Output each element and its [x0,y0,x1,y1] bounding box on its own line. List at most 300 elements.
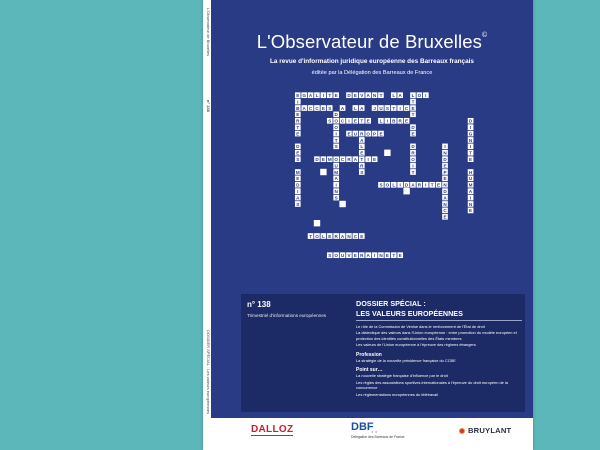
svg-text:I: I [348,118,350,124]
crossword-cell [314,233,320,239]
svg-text:A: A [340,233,345,239]
svg-text:C: C [340,156,345,162]
crossword-cell [391,118,397,124]
svg-text:A: A [411,182,415,188]
crossword-cell [410,124,416,130]
svg-text:S: S [385,105,389,111]
crossword-cell [467,201,473,207]
crossword-cell [346,92,352,98]
copyright-mark: © [481,32,488,39]
crossword-cell [333,130,339,136]
magazine-title: L'Observateur de Bruxelles© [256,31,488,52]
crossword-cell [467,169,473,175]
svg-text:T: T [360,156,364,162]
crossword-cell [410,182,416,188]
crossword-cell [352,105,358,111]
svg-text:D: D [347,92,351,98]
crossword-cell [359,150,365,156]
svg-text:A: A [296,195,300,201]
svg-text:B: B [296,105,300,111]
crossword-cell [391,182,397,188]
crossword-cell [333,252,339,258]
svg-text:E: E [437,182,441,188]
svg-text:L: L [392,92,396,98]
crossword-cell [410,118,416,124]
svg-text:A: A [360,137,364,143]
svg-text:M: M [468,182,473,188]
crossword-cell [327,92,333,98]
crossword-cell [339,252,345,258]
svg-text:E: E [360,150,364,156]
svg-text:E: E [296,131,300,137]
crossword-blank-cell [384,150,390,156]
svg-text:T: T [379,92,383,98]
svg-text:E: E [347,131,351,137]
svg-text:E: E [411,105,415,111]
crossword-cell [410,143,416,149]
svg-text:N: N [372,92,377,98]
crossword-cell [403,105,409,111]
svg-text:I: I [469,195,472,201]
svg-text:L: L [392,182,396,188]
svg-text:G: G [302,92,306,98]
svg-text:A: A [366,252,370,258]
crossword-cell [467,143,473,149]
crossword-cell [442,214,448,220]
crossword-cell [365,156,371,162]
svg-text:I: I [412,163,414,169]
svg-text:E: E [405,118,409,124]
point-item: Les réglementations européennes du télétravail [356,391,438,397]
crossword-cell [346,105,352,111]
cover-spine [203,0,211,450]
svg-text:E: E [411,131,415,137]
svg-text:T: T [392,105,396,111]
crossword-cell [333,143,339,149]
svg-text:C: C [353,233,358,239]
svg-text:C: C [315,105,319,111]
crossword-cell [467,124,473,130]
crossword-cell [429,182,435,188]
crossword-cell [352,130,358,136]
crossword-cell [397,118,403,124]
crossword-cell [467,150,473,156]
svg-text:E: E [334,92,338,98]
crossword-cell [442,207,448,213]
svg-text:N: N [334,188,338,194]
svg-text:I: I [399,105,401,111]
crossword-cell [359,118,365,124]
svg-text:D: D [468,118,473,124]
svg-text:A: A [302,105,306,111]
svg-text:O: O [385,182,390,188]
svg-text:E: E [328,233,332,239]
crossword-cell [295,169,301,175]
crossword-cell [346,233,352,239]
svg-text:I: I [386,118,389,124]
crossword-cell [467,162,473,168]
svg-text:P: P [373,131,377,137]
crossword-cell [333,111,339,117]
crossword-cell [410,162,416,168]
svg-text:L: L [353,105,357,111]
svg-text:E: E [296,92,300,98]
crossword-cell [333,162,339,168]
publisher-logos [211,418,533,450]
crossword-cell [384,92,390,98]
svg-text:T: T [360,118,364,124]
crossword-cell [384,105,390,111]
svg-text:S: S [328,118,332,124]
crossword-illustration [211,0,533,294]
crossword-cell [359,252,365,258]
crossword-cell [442,188,448,194]
svg-text:D: D [334,112,338,118]
crossword-cell [295,105,301,111]
svg-text:I: I [367,156,369,162]
crossword-cell [467,194,473,200]
crossword-cell [320,156,326,162]
svg-text:I: I [335,131,337,137]
crossword-cell [327,118,333,124]
crossword-cell [295,143,301,149]
crossword-cell [442,201,448,207]
svg-text:A: A [353,156,358,162]
crossword-cell [295,175,301,181]
svg-text:L: L [360,144,364,150]
svg-text:S: S [328,105,332,111]
svg-text:E: E [443,176,447,182]
crossword-cell [339,156,345,162]
svg-text:B: B [392,118,396,124]
crossword-cell [467,182,473,188]
crossword-cell [295,111,301,117]
crossword-cell [333,118,339,124]
svg-text:S: S [334,144,338,150]
crossword-cell [378,92,384,98]
svg-text:D: D [404,182,409,188]
bruylant-logo: BRUYLANT [459,426,511,435]
crossword-cell [333,169,339,175]
crossword-cell [442,150,448,156]
crossword-cell [384,118,390,124]
svg-text:N: N [468,201,473,207]
crossword-cell [320,92,326,98]
dbf-logo-caption: Délégation des Barreaux de France [351,435,405,439]
svg-text:I: I [373,252,376,258]
svg-text:E: E [385,252,389,258]
crossword-cell [359,233,365,239]
svg-text:N: N [443,182,447,188]
profession-item: La stratégie de la nouvelle présidence française du CCBE [356,357,456,363]
contents-panel [241,294,525,412]
crossword-cell [295,162,301,168]
svg-text:U: U [334,163,338,169]
crossword-cell [346,252,352,258]
crossword-cell [442,169,448,175]
spine-dossier: DOSSIER SPÉCIAL : Les valeurs européennes [206,330,211,415]
svg-text:N: N [468,137,473,143]
crossword-cell [301,105,307,111]
svg-text:E: E [469,208,473,214]
crossword-cell [314,105,320,111]
magazine-cover [203,0,533,450]
crossword-cell [327,233,333,239]
crossword-cell [378,252,384,258]
crossword-cell [333,233,339,239]
svg-text:G: G [468,131,473,137]
svg-text:A: A [308,92,313,98]
profession-list [356,358,522,363]
svg-text:N: N [443,150,447,156]
dossier-item: La dialectique des valeurs dans l'Union européenne : entre promotion du modèle européen et protection des identités constitutionnelles des États membres [356,330,517,341]
crossword-cell [359,137,365,143]
crossword-blank-cell [403,188,409,194]
svg-text:E: E [366,118,370,124]
dossier-title: LES VALEURS EUROPÉENNES [356,309,463,318]
crossword-cell [352,92,358,98]
crossword-cell [327,105,333,111]
crossword-cell [378,105,384,111]
crossword-cell [467,207,473,213]
point-item: La nouvelle stratégie française d'influence par le droit [356,372,448,378]
crossword-cell [384,252,390,258]
point-list [356,373,522,397]
crossword-cell [352,252,358,258]
svg-text:T: T [309,233,313,239]
crossword-cell [467,118,473,124]
crossword-cell [365,105,371,111]
svg-text:A: A [334,176,338,182]
svg-text:T: T [411,169,415,175]
dalloz-logo: DALLOZ [251,424,294,435]
svg-text:J: J [373,105,376,111]
crossword-cell [327,252,333,258]
crossword-cell [397,182,403,188]
svg-text:U: U [379,105,383,111]
svg-text:U: U [468,176,473,182]
crossword-cell [295,98,301,104]
crossword-cell [346,118,352,124]
svg-text:M: M [327,156,332,162]
svg-text:C: C [340,118,345,124]
crossword-cell [442,175,448,181]
svg-text:E: E [379,131,383,137]
crossword-cell [346,156,352,162]
svg-text:P: P [443,169,447,175]
crossword-cell [320,105,326,111]
crossword-cell [442,143,448,149]
svg-text:O: O [411,156,415,162]
profession-heading: Profession [356,351,382,358]
crossword-cell [410,156,416,162]
svg-text:O: O [417,92,422,98]
svg-text:L: L [411,92,415,98]
crossword-cell [359,143,365,149]
crossword-cell [442,156,448,162]
svg-text:O: O [334,156,338,162]
crossword-cell [333,150,339,156]
crossword-cell [333,92,339,98]
svg-text:R: R [417,182,422,188]
crossword-cell [295,130,301,136]
svg-text:I: I [322,92,325,98]
svg-text:M: M [334,169,339,175]
svg-text:I: I [335,182,337,188]
crossword-cell [333,182,339,188]
svg-text:A: A [443,195,447,201]
dossier-label: DOSSIER SPÉCIAL : [356,299,426,308]
crossword-cell [359,92,365,98]
svg-text:S: S [334,195,338,201]
svg-text:V: V [347,252,351,258]
svg-text:E: E [398,252,402,258]
svg-text:E: E [353,252,357,258]
svg-text:O: O [334,252,338,258]
crossword-cell [295,201,301,207]
svg-text:O: O [315,233,319,239]
svg-text:E: E [443,214,447,220]
crossword-cell [365,92,371,98]
svg-text:I: I [469,144,472,150]
point-heading: Point sur… [356,366,383,373]
svg-text:D: D [443,156,447,162]
svg-text:N: N [379,252,383,258]
issue-subtitle: Trimestriel d'informations européennes [247,313,327,318]
crossword-cell [359,130,365,136]
crossword-cell [410,169,416,175]
svg-text:O: O [334,118,338,124]
crossword-cell [410,105,416,111]
crossword-cell [295,156,301,162]
magazine-editor: éditée par la Délégation des Barreaux de France [311,70,433,76]
spine-title: L'Observateur de Bruxelles [206,8,211,57]
crossword-cell [423,92,429,98]
crossword-cell [397,105,403,111]
svg-text:E: E [296,176,300,182]
svg-text:C: C [308,105,313,111]
crossword-cell [333,124,339,130]
crossword-cell [416,182,422,188]
crossword-cell [307,92,313,98]
svg-text:S: S [296,156,300,162]
svg-text:S: S [296,201,300,207]
svg-text:R: R [360,131,364,137]
crossword-cell [410,92,416,98]
crossword-cell [410,150,416,156]
svg-text:S: S [328,252,332,258]
dossier-item: Les valeurs de l'Union européenne à l'épreuve des régimes étrangers [356,342,476,348]
issue-number: n° 138 [247,300,271,309]
crossword-cell [295,92,301,98]
svg-text:T: T [411,112,415,118]
crossword-cell [359,156,365,162]
crossword-cell [333,105,339,111]
svg-text:E: E [469,156,473,162]
svg-text:T: T [296,124,300,130]
svg-text:T: T [430,182,434,188]
crossword-cell [339,92,345,98]
svg-text:R: R [360,163,364,169]
dbf-flag-icon: ★ ★ [371,430,378,434]
crossword-cell [307,233,313,239]
crossword-cell [410,111,416,117]
crossword-cell [391,105,397,111]
crossword-cell [403,92,409,98]
crossword-cell [339,105,345,111]
crossword-cell [346,130,352,136]
crossword-cell [378,182,384,188]
svg-text:I: I [399,182,401,188]
svg-text:E: E [321,105,325,111]
crossword-cell [391,92,397,98]
magazine-subtitle: La revue d'information juridique européenne des Barreaux français [270,58,474,65]
crossword-cell [410,98,416,104]
svg-text:E: E [443,163,447,169]
cover-blue-area [211,0,533,418]
crossword-cell [301,92,307,98]
crossword-cell [333,188,339,194]
crossword-cell [327,156,333,162]
crossword-cell [391,252,397,258]
svg-text:I: I [297,99,299,105]
svg-text:U: U [353,131,358,137]
crossword-cell [371,118,377,124]
svg-text:N: N [443,201,447,207]
svg-text:D: D [443,188,447,194]
crossword-cell [339,118,345,124]
svg-text:M: M [295,169,300,175]
dossier-item: Le rôle de la Commission de Venise dans le renforcement de l'État de droit [356,323,485,329]
crossword-cell [435,182,441,188]
svg-text:R: R [398,118,402,124]
crossword-cell [384,182,390,188]
svg-text:T: T [469,150,473,156]
crossword-blank-cell [314,220,320,226]
svg-text:E: E [373,156,377,162]
svg-text:L: L [315,92,319,98]
crossword-cell [295,188,301,194]
svg-text:L: L [379,118,383,124]
crossword-cell [352,118,358,124]
crossword-cell [467,175,473,181]
crossword-cell [467,130,473,136]
crossword-cell [320,233,326,239]
svg-text:T: T [328,92,332,98]
crossword-cell [333,175,339,181]
crossword-cell [333,137,339,143]
dossier-list [356,324,522,348]
crossword-cell [295,118,301,124]
svg-text:D: D [296,182,300,188]
crossword-cell [410,137,416,143]
svg-text:H: H [468,169,473,175]
crossword-cell [295,182,301,188]
crossword-cell [352,233,358,239]
svg-text:A: A [398,92,402,98]
crossword-cell [442,182,448,188]
crossword-cell [352,156,358,162]
crossword-cell [307,105,313,111]
svg-text:E: E [360,233,364,239]
crossword-cell [423,182,429,188]
crossword-cell [397,92,403,98]
crossword-cell [397,252,403,258]
svg-text:C: C [443,208,447,214]
crossword-cell [371,156,377,162]
svg-text:A: A [468,188,473,194]
crossword-blank-cell [339,201,345,207]
